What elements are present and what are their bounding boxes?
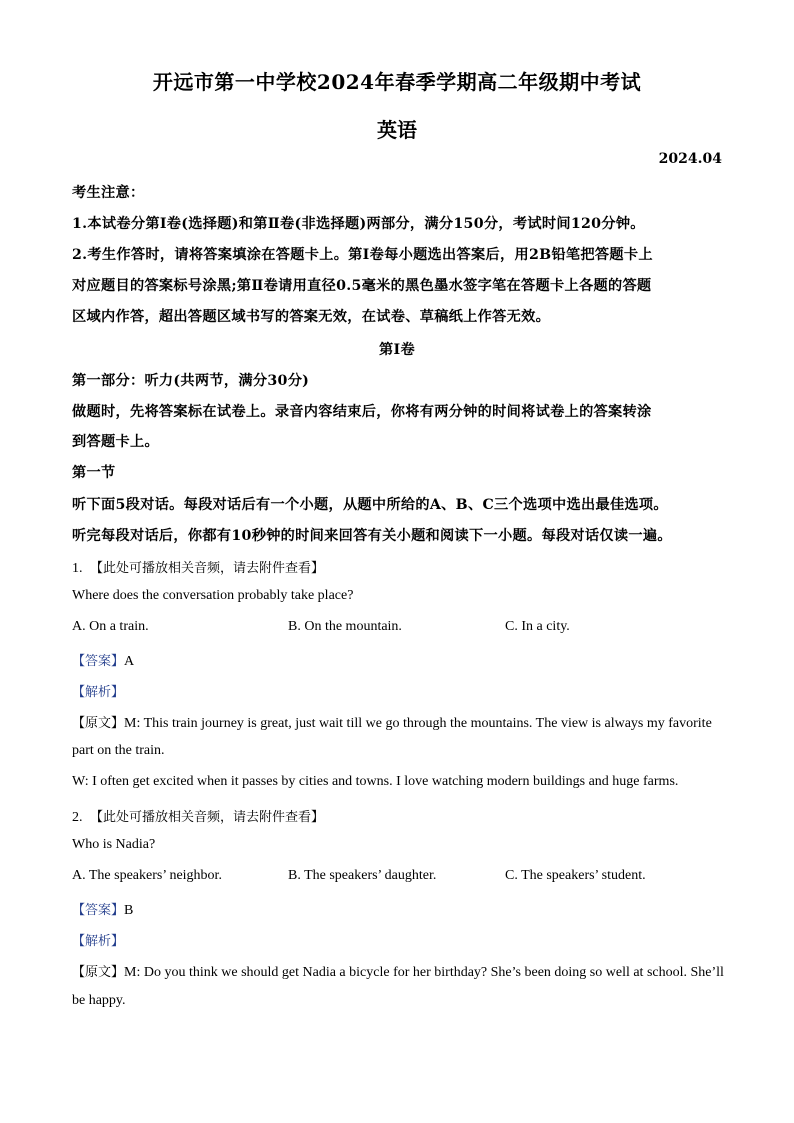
notice-item-2-line-3: 区域内作答，超出答题区域书写的答案无效，在试卷、草稿纸上作答无效。 [72, 309, 551, 325]
question-1-option-a: A. On a train. [72, 619, 149, 634]
part1-intro-line-2: 到答题卡上。 [72, 434, 159, 450]
question-2-stem: Who is Nadia? [72, 837, 156, 852]
answer-tag: 【答案】 [72, 903, 125, 918]
transcript-tag: 【原文】 [72, 965, 125, 980]
question-1-stem: Where does the conversation probably take place? [72, 588, 354, 603]
volume-heading: 第Ⅰ卷 [379, 342, 415, 358]
question-1-header [72, 557, 722, 577]
transcript-text: M: Do you think we should get Nadia a bicycle for her birthday? She’s been doing so well at school. She’ll [124, 965, 724, 980]
section1-instruction-line-1: 听下面5段对话。每段对话后有一个小题，从题中所给的A、B、C三个选项中选出最佳选项。 [72, 497, 668, 513]
question-2-header [72, 806, 722, 826]
section1-heading: 第一节 [72, 465, 116, 481]
answer-tag: 【答案】 [72, 654, 125, 669]
question-2-analysis [72, 930, 722, 950]
question-number: 2. [72, 810, 83, 825]
answer-value: A [124, 654, 135, 669]
question-1-option-c: C. In a city. [505, 619, 570, 634]
answer-value: B [124, 903, 134, 918]
question-2-transcript-line-1 [72, 961, 722, 981]
question-2-option-a: A. The speakers’ neighbor. [72, 868, 222, 883]
notice-item-2-line-1: 2.考生作答时，请将答案填涂在答题卡上。第Ⅰ卷每小题选出答案后，用2B铅笔把答题卡上 [72, 247, 653, 263]
transcript-tag: 【原文】 [72, 716, 125, 731]
question-2-transcript-line-2: be happy. [72, 993, 126, 1008]
question-1-option-b: B. On the mountain. [288, 619, 402, 634]
question-1-transcript-line-2: part on the train. [72, 743, 165, 758]
question-1-answer [72, 650, 722, 670]
notice-item-2-line-2: 对应题目的答案标号涂黑;第Ⅱ卷请用直径0.5毫米的黑色墨水签字笔在答题卡上各题的答题 [72, 278, 652, 294]
part1-intro-line-1: 做题时，先将答案标在试卷上。录音内容结束后，你将有两分钟的时间将试卷上的答案转涂 [72, 404, 652, 420]
question-1-transcript-line-1 [72, 712, 722, 732]
question-2-option-c: C. The speakers’ student. [505, 868, 646, 883]
notice-item-1: 1.本试卷分第Ⅰ卷(选择题)和第Ⅱ卷(非选择题)两部分，满分150分，考试时间120分钟。 [72, 216, 645, 232]
audio-note: 【此处可播放相关音频，请去附件查看】 [90, 561, 325, 576]
question-1-analysis [72, 681, 722, 701]
question-2-answer [72, 899, 722, 919]
transcript-text: M: This train journey is great, just wait till we go through the mountains. The view is always my favorite [124, 716, 712, 731]
analysis-tag: 【解析】 [72, 934, 125, 949]
notice-heading: 考生注意： [72, 185, 145, 201]
question-1-transcript-line-3: W: I often get excited when it passes by cities and towns. I love watching modern buildings and huge farms. [72, 774, 679, 789]
part1-heading: 第一部分：听力(共两节，满分30分) [72, 373, 310, 389]
question-2-option-b: B. The speakers’ daughter. [288, 868, 437, 883]
section1-instruction-line-2: 听完每段对话后，你都有10秒钟的时间来回答有关小题和阅读下一小题。每段对话仅读一遍。 [72, 528, 672, 544]
analysis-tag: 【解析】 [72, 685, 125, 700]
exam-subject: 英语 [377, 118, 417, 142]
question-number: 1. [72, 561, 83, 576]
audio-note: 【此处可播放相关音频，请去附件查看】 [90, 810, 325, 825]
exam-title: 开远市第一中学校2024年春季学期高二年级期中考试 [152, 70, 642, 94]
exam-date: 2024.04 [658, 151, 722, 167]
